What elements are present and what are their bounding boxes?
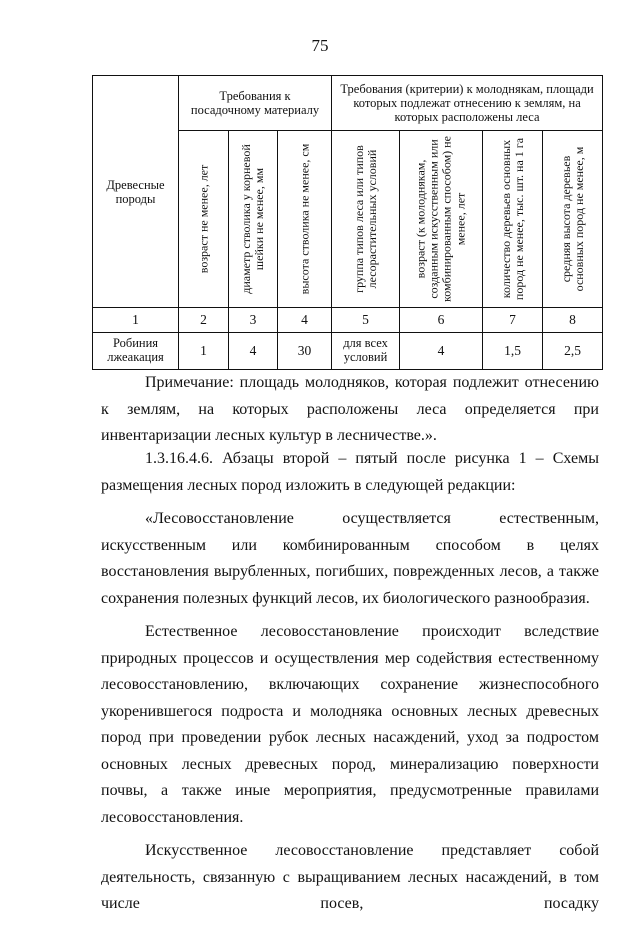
column-header: высота стволика не менее, см [278, 131, 332, 308]
artificial-reforestation-paragraph: Искусственное лесовосстановление представляет собой деятельность, связанную с выращиванием лесных насаждений, в том числе посев, посадку [101, 842, 599, 912]
reforestation-paragraph: «Лесовосстановление осуществляется естественным, искусственным или комбинированным способом в целях восстановления вырубленных, погибших, поврежденных лесов, а также сохранения полезных функций лесов, их биологического разнообразия. [101, 510, 599, 607]
column-number: 1 [93, 308, 179, 333]
natural-reforestation-paragraph: Естественное лесовосстановление происходит вследствие природных процессов и осуществления мер содействия естественному лесовосстановлению, включающих сохранение жизнеспособного укоренившегося подроста и молодняка основных лесных древесных пород при проведении рубок лесных насаждений, уход за подростом основных лесных древесных пород, минерализацию поверхности почвы, а также иные мероприятия, предусмотренные правилами лесовосстановления. [101, 623, 599, 826]
table-cell: 30 [278, 333, 332, 370]
column-number: 3 [229, 308, 278, 333]
table-cell: Робиния лжеакация [93, 333, 179, 370]
table-note [101, 370, 599, 450]
table-cell: 1,5 [483, 333, 543, 370]
column-header: средняя высота деревьев основных пород не менее, м [543, 131, 603, 308]
table-cell: 2,5 [543, 333, 603, 370]
column-number: 4 [278, 308, 332, 333]
table-header-row [93, 76, 603, 131]
table-row [93, 333, 603, 370]
column-number: 7 [483, 308, 543, 333]
column-number: 2 [179, 308, 229, 333]
page-number: 75 [311, 36, 329, 55]
column-header: диаметр стволика у корневой шейки не менее, мм [229, 131, 278, 308]
body-text [101, 446, 599, 925]
requirements-table [92, 75, 603, 370]
column-header: количество деревьев основных пород не менее, тыс. шт. на 1 га [483, 131, 543, 308]
column-header: возраст (к молоднякам, созданным искусственным или комбинированным способом) не менее, лет [400, 131, 483, 308]
planting-material-header: Требования к посадочному материалу [179, 76, 332, 131]
young-stands-header: Требования (критерии) к молоднякам, площади которых подлежат отнесению к землям, на которых расположены леса [332, 76, 603, 131]
amendment-paragraph: 1.3.16.4.6. Абзацы второй – пятый после рисунка 1 – Схемы размещения лесных пород изложить в следующей редакции: [101, 450, 599, 494]
table-cell: для всех условий [332, 333, 400, 370]
column-header: возраст не менее, лет [179, 131, 229, 308]
column-number-row [93, 308, 603, 333]
column-number: 5 [332, 308, 400, 333]
table-cell: 1 [179, 333, 229, 370]
table-cell: 4 [229, 333, 278, 370]
table-cell: 4 [400, 333, 483, 370]
column-number: 6 [400, 308, 483, 333]
species-header: Древесные породы [93, 76, 179, 308]
column-header: группа типов леса или типов лесорастительных условий [332, 131, 400, 308]
column-number: 8 [543, 308, 603, 333]
note-paragraph: Примечание: площадь молодняков, которая подлежит отнесению к землям, на которых расположены леса определяется при инвентаризации лесных культур в лесничестве.». [101, 374, 599, 444]
